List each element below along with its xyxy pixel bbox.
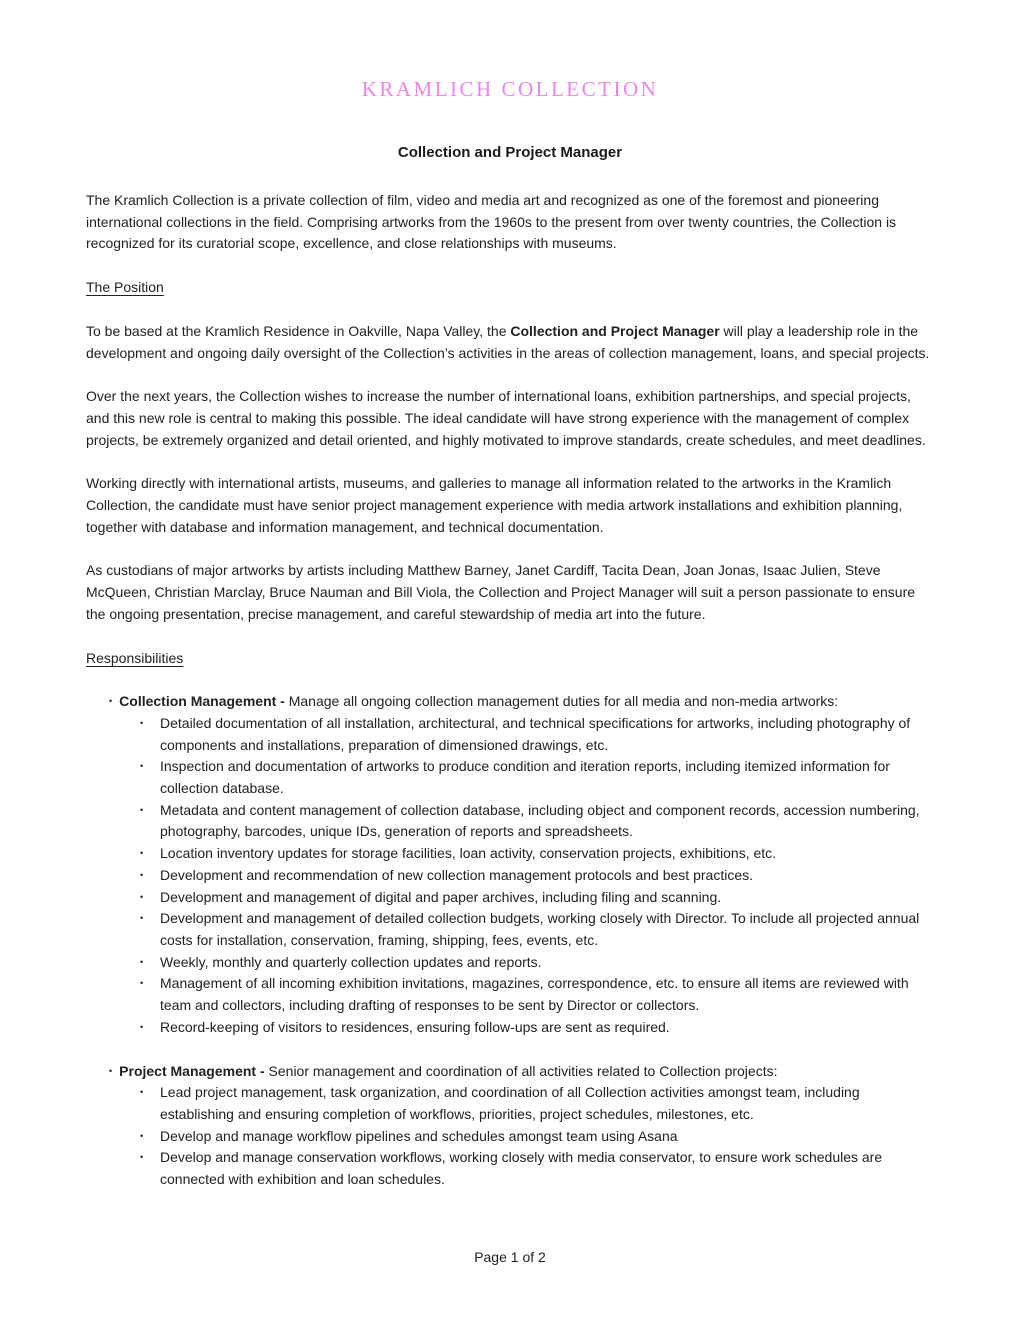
list-item	[86, 1017, 934, 1039]
list-item	[86, 800, 934, 843]
list-item	[86, 1082, 934, 1125]
list-item	[86, 756, 934, 799]
list-item-text: Development and management of detailed collection budgets, working closely with Director. To include all projected annual costs for installation, conservation, framing, shipping, fees, events, etc.	[160, 910, 920, 948]
bullet-icon	[140, 1126, 160, 1148]
bullet-icon	[140, 908, 160, 951]
section-heading-responsibilities: Responsibilities	[86, 649, 184, 666]
bullet-icon	[140, 843, 160, 865]
group-title-bold: Project Management -	[119, 1062, 265, 1079]
list-item	[86, 973, 934, 1016]
bullet-icon	[140, 1082, 160, 1125]
position-paragraph-2: Over the next years, the Collection wishes to increase the number of international loans, exhibition partnerships, and special projects, and this new role is central to making this possible. The ideal candidate will have strong experience with the management of complex projects, be extremely organized and detail oriented, and highly motivated to improve standards, create schedules, and meet deadlines.	[86, 388, 926, 448]
group-lead-text: Manage all ongoing collection management duties for all media and non-media artworks:	[284, 693, 839, 710]
list-item-text: Development and recommendation of new collection management protocols and best practices.	[160, 866, 753, 883]
list-item-text: Record-keeping of visitors to residences, ensuring follow-ups are sent as required.	[160, 1018, 670, 1035]
group-lead-text: Senior management and coordination of all activities related to Collection projects:	[264, 1062, 778, 1079]
list-item-text: Development and management of digital and paper archives, including filing and scanning.	[160, 888, 722, 905]
list-item-text: Metadata and content management of collection database, including object and component records, accession numbering, photography, barcodes, unique IDs, generation of reports and spreadsheets.	[160, 801, 920, 840]
position-paragraph-4: As custodians of major artworks by artists including Matthew Barney, Janet Cardiff, Tacita Dean, Joan Jonas, Isaac Julien, Steve McQueen, Christian Marclay, Bruce Nauman and Bill Viola, the Collection and Project Manager will suit a person passionate to ensure the ongoing presentation, precise management, and careful stewardship of media art into the future.	[86, 562, 916, 622]
list-item	[86, 952, 934, 974]
list-item	[86, 1147, 934, 1190]
intro-paragraph: The Kramlich Collection is a private collection of film, video and media art and recognized as one of the foremost and pioneering international collections in the field. Comprising artworks from the 1960s to the present from over twenty countries, the Collection is recognized for its curatorial scope, excellence, and close relationships with museums.	[86, 192, 897, 252]
job-title-inline-bold: Collection and Project Manager	[510, 322, 720, 339]
page-number: Page 1 of 2	[474, 1249, 546, 1265]
group-heading-collection-management	[86, 691, 934, 713]
bullet-icon	[140, 1017, 160, 1039]
brand-wordmark: KRAMLICH COLLECTION	[361, 77, 659, 101]
list-item	[86, 1126, 934, 1148]
list-item	[86, 908, 934, 951]
bullet-icon	[140, 800, 160, 843]
bullet-group-collection-management	[86, 691, 934, 1038]
collection-management-list	[86, 713, 934, 1039]
group-heading-project-management	[86, 1061, 934, 1083]
bullet-icon	[140, 865, 160, 887]
bullet-group-project-management	[86, 1061, 934, 1191]
bullet-icon	[140, 756, 160, 799]
list-item-text: Inspection and documentation of artworks to produce condition and iteration reports, including itemized information for collection database.	[160, 758, 890, 797]
list-item	[86, 843, 934, 865]
list-item	[86, 887, 934, 909]
list-item-text: Lead project management, task organization, and coordination of all Collection activities amongst team, including establishing and ensuring completion of workflows, priorities, project schedules, milestones, etc.	[160, 1084, 860, 1122]
list-item-text: Develop and manage workflow pipelines and schedules amongst team using Asana	[160, 1127, 678, 1144]
bullet-icon	[140, 887, 160, 909]
bullet-icon	[140, 952, 160, 974]
text-run: To be based at the Kramlich Residence in Oakville, Napa Valley, the	[86, 322, 511, 339]
project-management-list	[86, 1082, 934, 1191]
list-item-text: Weekly, monthly and quarterly collection updates and reports.	[160, 953, 542, 970]
section-heading-the-position: The Position	[86, 279, 164, 296]
list-item	[86, 865, 934, 887]
bullet-icon	[140, 713, 160, 756]
list-item-text: Management of all incoming exhibition invitations, magazines, correspondence, etc. to ensure all items are reviewed with team and collectors, including drafting of responses to be sent by Director or collectors.	[160, 975, 909, 1014]
position-paragraph-1	[86, 321, 934, 364]
list-item-text: Detailed documentation of all installation, architectural, and technical specifications for artworks, including photography of components and installations, preparation of dimensioned drawings, etc.	[160, 714, 911, 753]
text-run: will play a leadership role in the development and ongoing daily oversight of the Collection’s activities in the areas of collection management, loans, and special projects.	[86, 322, 930, 361]
list-item-text: Location inventory updates for storage facilities, loan activity, conservation projects, exhibitions, etc.	[160, 845, 777, 862]
bullet-icon	[140, 973, 160, 1016]
group-title-bold: Collection Management -	[119, 693, 285, 710]
list-item-text: Develop and manage conservation workflows, working closely with media conservator, to ensure work schedules are connected with exhibition and loan schedules.	[160, 1149, 883, 1188]
page-title: Collection and Project Manager	[397, 144, 623, 161]
bullet-icon	[140, 1147, 160, 1190]
list-item	[86, 713, 934, 756]
position-paragraph-3: Working directly with international artists, museums, and galleries to manage all information related to the artworks in the Kramlich Collection, the candidate must have senior project management experience with media artwork installations and exhibition planning, together with database and information management, and technical documentation.	[86, 475, 903, 535]
